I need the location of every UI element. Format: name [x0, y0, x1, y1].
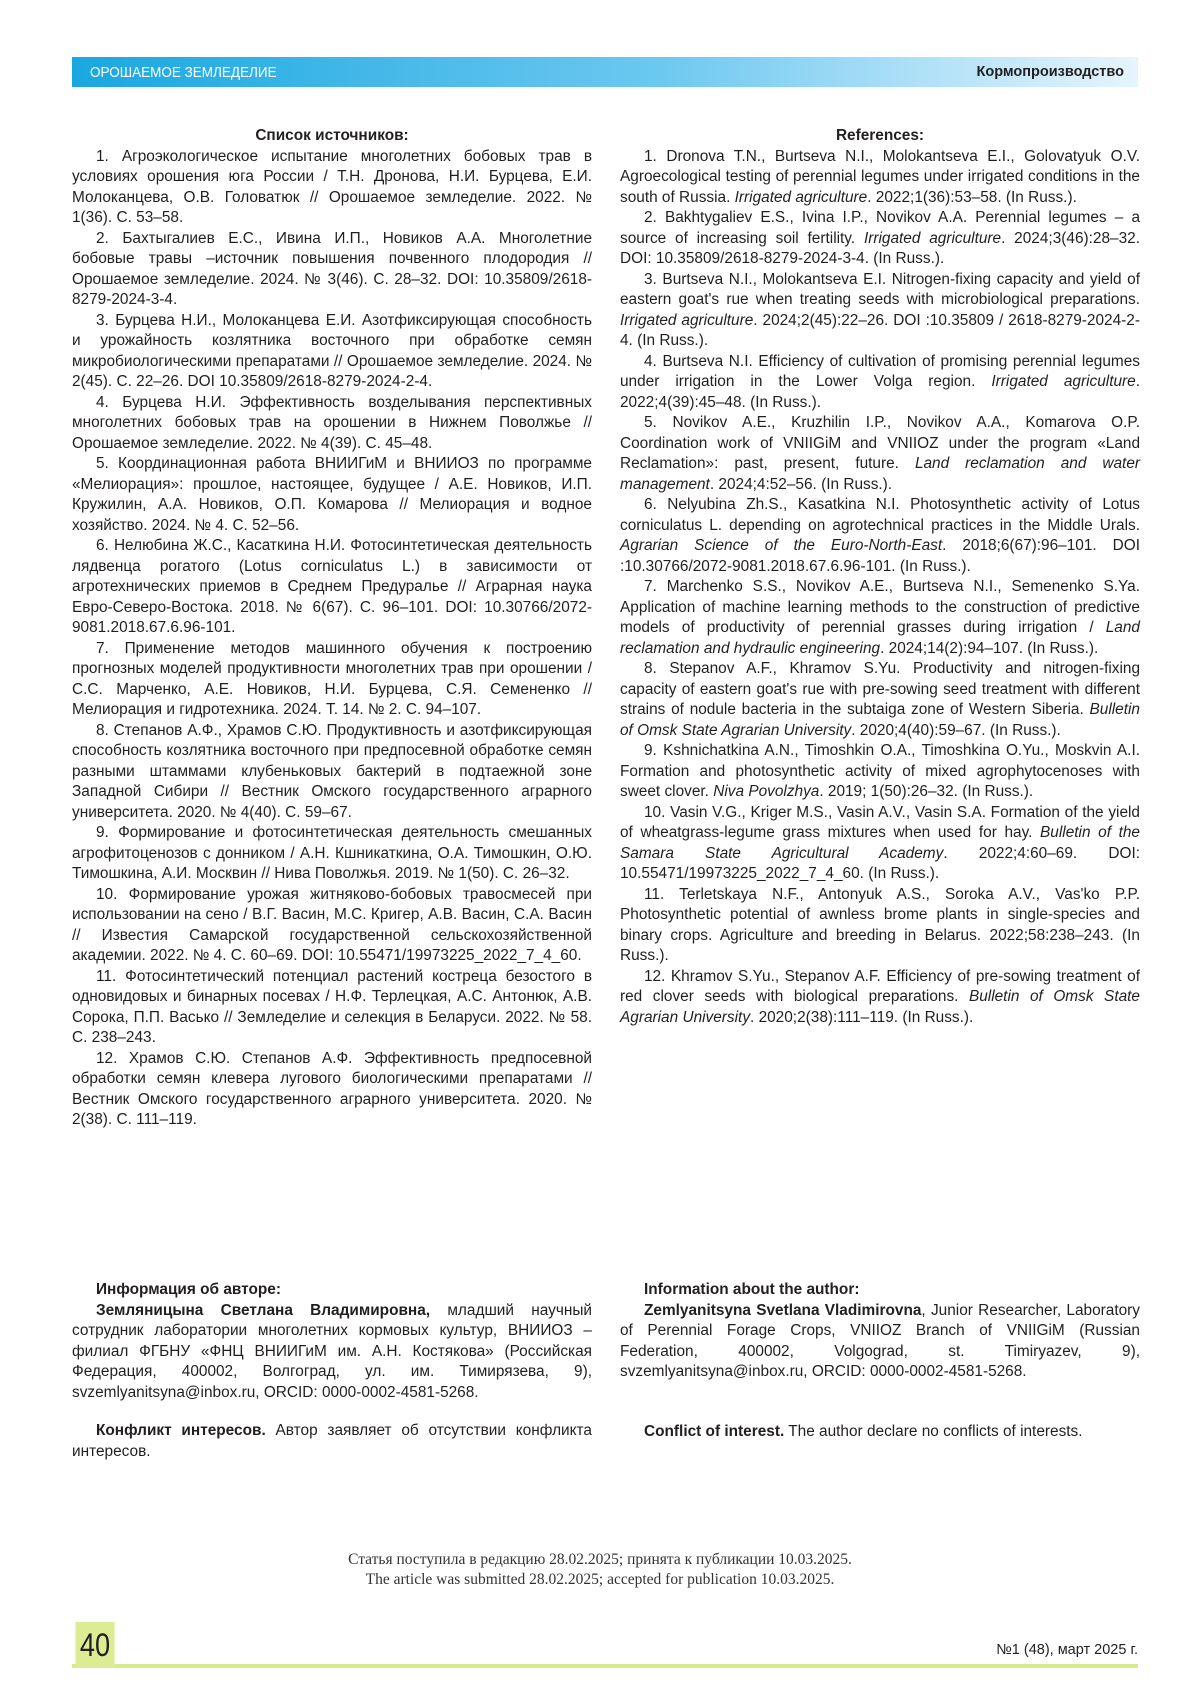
reference-text: . 2024;3(46):28–32. DOI: 10.35809/2618-8279-2024-3-4. (In Russ.).: [620, 230, 1140, 268]
reference-item: 6. Нелюбина Ж.С., Касаткина Н.И. Фотосинтетическая деятельность лядвенца рогатого (Lotus corniculatus L.) в зависимости от агротехнических приемов в Среднем Предуралье // Аграрная наука Евро-Северо-Востока. 2018. № 6(67). С. 96–101. DOI: 10.30766/2072-9081.2018.67.6.96-101.: [72, 536, 592, 639]
reference-text: . 2024;14(2):94–107. (In Russ.).: [880, 640, 1098, 657]
author-heading: Information about the author:: [644, 1281, 859, 1298]
reference-item: [620, 413, 1140, 495]
reference-item: 1. Агроэкологическое испытание многолетних бобовых трав в условиях орошения юга России / Т.Н. Дронова, Н.И. Бурцева, Е.И. Молоканцева, О.В. Головатюк // Орошаемое земледелие. 2022. № 1(36). С. 53–58.: [72, 147, 592, 229]
journal-name: Irrigated agriculture: [735, 189, 868, 206]
reference-text: 12. Khramov S.Yu., Stepanov A.F. Efficiency of pre-sowing treatment of red clover seeds with biological preparations.: [620, 968, 1140, 1006]
reference-text: 11. Terletskaya N.F., Antonyuk A.S., Soroka A.V., Vas'ko P.P. Photosynthetic potential of awnless brome plants in single-species and binary crops. Agriculture and breeding in Belarus. 2022;58:238–243. (In Russ.).: [620, 886, 1140, 965]
journal-name: Irrigated agriculture: [620, 312, 753, 329]
reference-text: 3. Burtseva N.I., Molokantseva E.I. Nitrogen-fixing capacity and yield of eastern goat's rue when treating seeds with microbiological preparations.: [620, 271, 1140, 309]
reference-text: 8. Stepanov A.F., Khramov S.Yu. Productivity and nitrogen-fixing capacity of eastern goat's rue with pre-sowing seed treatment with different strains of nodule bacteria in the subtaiga zone of Western Siberia.: [620, 660, 1140, 718]
reference-text: . 2022;4(39):45–48. (In Russ.).: [620, 373, 1140, 411]
reference-item: [620, 147, 1140, 209]
journal-name: Land reclamation and hydraulic engineering: [620, 619, 1140, 657]
reference-item: 7. Применение методов машинного обучения к построению прогнозных моделей продуктивности многолетних трав при орошении / С.С. Марченко, А.Е. Новиков, Н.И. Бурцева, С.Я. Семененко // Мелиорация и гидротехника. 2024. Т. 14. № 2. С. 94–107.: [72, 639, 592, 721]
running-header: [72, 57, 1138, 87]
author-name: Zemlyanitsyna Svetlana Vladimirovna: [644, 1302, 921, 1319]
journal-name: Bulletin of the Samara State Agricultural Academy: [620, 824, 1140, 862]
page-number: 40: [75, 1622, 114, 1668]
journal-name: Bulletin of Omsk State Agrarian University: [620, 988, 1140, 1026]
reference-item: 11. Фотосинтетический потенциал растений кострeца безостого в одновидовых и бинарных посевах / Н.Ф. Терлецкая, А.С. Антонюк, А.В. Сорока, П.П. Васько // Земледелие и селекция в Беларуси. 2022. № 58. С. 238–243.: [72, 967, 592, 1049]
references-ru: [72, 126, 592, 1131]
reference-text: 5. Novikov A.E., Kruzhilin I.P., Novikov A.A., Komarova O.P. Coordination work of VNIIGiM and VNIIOZ under the program «Land Reclamation»: past, present, future.: [620, 414, 1140, 472]
reference-text: 2. Bakhtygaliev E.S., Ivina I.P., Novikov A.A. Perennial legumes – a source of increasing soil fertility.: [620, 209, 1140, 247]
reference-text: . 2022;1(36):53–58. (In Russ.).: [867, 189, 1077, 206]
reference-text: 9. Kshnichatkina A.N., Timoshkin O.A., Timoshkina O.Yu., Moskvin A.I. Formation and photosynthetic activity of mixed agrophytocenoses with sweet clover.: [620, 742, 1140, 800]
reference-item: [620, 270, 1140, 352]
reference-item: [620, 495, 1140, 577]
references-en: [620, 126, 1140, 1028]
reference-item: [620, 967, 1140, 1029]
reference-text: . 2020;2(38):111–119. (In Russ.).: [750, 1009, 973, 1026]
conflict-label: Conflict of interest.: [644, 1423, 784, 1440]
reference-item: 3. Бурцева Н.И., Молоканцева Е.И. Азотфиксирующая способность и урожайность козлятника восточного при обработке семян микробиологическими препаратами // Орошаемое земледелие. 2024. № 2(45). С. 22–26. DOI 10.35809/2618-8279-2024-2-4.: [72, 311, 592, 393]
reference-item: 5. Координационная работа ВНИИГиМ и ВНИИОЗ по программе «Мелиорация»: прошлое, настоящее, будущее / А.Е. Новиков, И.П. Кружилин, А.А. Новиков, О.П. Комарова // Мелиорация и водное хозяйство. 2024. № 4. С. 52–56.: [72, 454, 592, 536]
reference-item: [620, 352, 1140, 414]
references-en-title: References:: [620, 126, 1140, 147]
reference-item: [620, 741, 1140, 803]
reference-item: 12. Храмов С.Ю. Степанов А.Ф. Эффективность предпосевной обработки семян клевера лугового биологическими препаратами // Вестник Омского государственного аграрного университета. 2020. № 2(38). С. 111–119.: [72, 1049, 592, 1131]
reference-text: . 2018;6(67):96–101. DOI :10.30766/2072-9081.2018.67.6.96-101. (In Russ.).: [620, 537, 1140, 575]
reference-text: . 2020;4(40):59–67. (In Russ.).: [851, 722, 1061, 739]
reference-item: [620, 803, 1140, 885]
reference-item: [620, 659, 1140, 741]
author-details: младший научный сотрудник лаборатории многолетних кормовых культур, ВНИИОЗ – филиал ФГБНУ «ФНЦ ВНИИГиМ им. А.Н. Костякова» (Российская Федерация, 400002, Волгоград, ул. им. Тимирязева, 9), svzemlyanitsyna@inbox.ru, ORCID: 0000-0002-4581-5268.: [72, 1302, 592, 1401]
dates-ru: Статья поступила в редакцию 28.02.2025; принята к публикации 10.03.2025.: [0, 1550, 1200, 1570]
journal-name: Niva Povolzhya: [713, 783, 819, 800]
reference-text: 7. Marchenko S.S., Novikov A.E., Burtseva N.I., Semenenko S.Ya. Application of machine learning methods to the construction of predictive models of productivity of perennial grasses during irrigation /: [620, 578, 1140, 636]
section-title: Кормопроизводство: [976, 64, 1124, 80]
reference-text: 10. Vasin V.G., Kriger M.S., Vasin A.V., Vasin S.A. Formation of the yield of wheatgrass-legume grass mixtures when used for hay.: [620, 804, 1140, 842]
author-name: Земляницына Светлана Владимировна,: [96, 1302, 430, 1319]
author-info-ru: [72, 1280, 592, 1462]
reference-text: 4. Burtseva N.I. Efficiency of cultivation of promising perennial legumes under irrigation in the Lower Volga region.: [620, 353, 1140, 391]
journal-name: Land reclamation and water management: [620, 455, 1140, 493]
conflict-text: Автор заявляет об отсутствии конфликта интересов.: [72, 1422, 592, 1460]
author-heading: Информация об авторе:: [96, 1281, 281, 1298]
reference-item: [620, 208, 1140, 270]
references-ru-title: Список источников:: [72, 126, 592, 147]
reference-text: . 2024;4:52–56. (In Russ.).: [710, 476, 892, 493]
reference-item: [620, 577, 1140, 659]
issue-info: №1 (48), март 2025 г.: [996, 1642, 1138, 1658]
reference-item: 10. Формирование урожая житняково-бобовых травосмесей при использовании на сено / В.Г. Васин, М.С. Кригер, А.В. Васин, С.А. Васин // Известия Самарской государственной сельскохозяйственной академии. 2022. № 4. С. 60–69. DOI: 10.55471/19973225_2022_7_4_60.: [72, 885, 592, 967]
reference-text: 6. Nelyubina Zh.S., Kasatkina N.I. Photosynthetic activity of Lotus corniculatus L. depending on agrotechnical practices in the Middle Urals.: [620, 496, 1140, 534]
reference-text: . 2024;2(45):22–26. DOI :10.35809 / 2618-8279-2024-2-4. (In Russ.).: [620, 312, 1140, 350]
author-details: , Junior Researcher, Laboratory of Perennial Forage Crops, VNIIOZ Branch of VNIIGiM (Russian Federation, 400002, Volgograd, st. Timiryazev, 9), svzemlyanitsyna@inbox.ru, ORCID: 0000-0002-4581-5268.: [620, 1302, 1140, 1381]
reference-item: 4. Бурцева Н.И. Эффективность возделывания перспективных многолетних бобовых трав на орошении в Нижнем Поволжье // Орошаемое земледелие. 2022. № 4(39). С. 45–48.: [72, 393, 592, 455]
reference-item: 9. Формирование и фотосинтетическая деятельность смешанных агрофитоценозов с донником / А.Н. Кшникаткина, О.А. Тимошкин, О.Ю. Тимошкина, А.И. Москвин // Нива Поволжья. 2019. № 1(50). С. 26–32.: [72, 823, 592, 885]
dates-en: The article was submitted 28.02.2025; accepted for publication 10.03.2025.: [0, 1570, 1200, 1590]
submission-dates: [0, 1550, 1200, 1590]
reference-text: . 2019; 1(50):26–32. (In Russ.).: [819, 783, 1033, 800]
reference-item: 8. Степанов А.Ф., Храмов С.Ю. Продуктивность и азотфиксирующая способность козлятника восточного при предпосевной обработке семян разными штаммами клубеньковых бактерий в подтаежной зоне Западной Сибири // Вестник Омского государственного аграрного университета. 2020. № 4(40). С. 59–67.: [72, 721, 592, 824]
conflict-label: Конфликт интересов.: [96, 1422, 266, 1439]
reference-item: 2. Бахтыгалиев Е.С., Ивина И.П., Новиков А.А. Многолетние бобовые травы –источник повышения почвенного плодородия // Орошаемое земледелие. 2024. № 3(46). С. 28–32. DOI: 10.35809/2618-8279-2024-3-4.: [72, 229, 592, 311]
journal-title: ОРОШАЕМОЕ ЗЕМЛЕДЕЛИЕ: [90, 64, 277, 81]
journal-name: Irrigated agriculture: [991, 373, 1135, 390]
journal-name: Bulletin of Omsk State Agrarian University: [620, 701, 1140, 739]
author-info-en: [620, 1280, 1140, 1442]
page-footer: [72, 1622, 1138, 1668]
reference-text: . 2022;4:60–69. DOI: 10.55471/19973225_2022_7_4_60. (In Russ.).: [620, 845, 1140, 883]
conflict-text: The author declare no conflicts of interests.: [784, 1423, 1082, 1440]
reference-text: 1. Dronova T.N., Burtseva N.I., Molokantseva E.I., Golovatyuk O.V. Agroecological testing of perennial legumes under irrigated conditions in the south of Russia.: [620, 148, 1140, 206]
reference-item: [620, 885, 1140, 967]
journal-name: Agrarian Science of the Euro-North-East: [620, 537, 942, 554]
journal-name: Irrigated agriculture: [864, 230, 1001, 247]
